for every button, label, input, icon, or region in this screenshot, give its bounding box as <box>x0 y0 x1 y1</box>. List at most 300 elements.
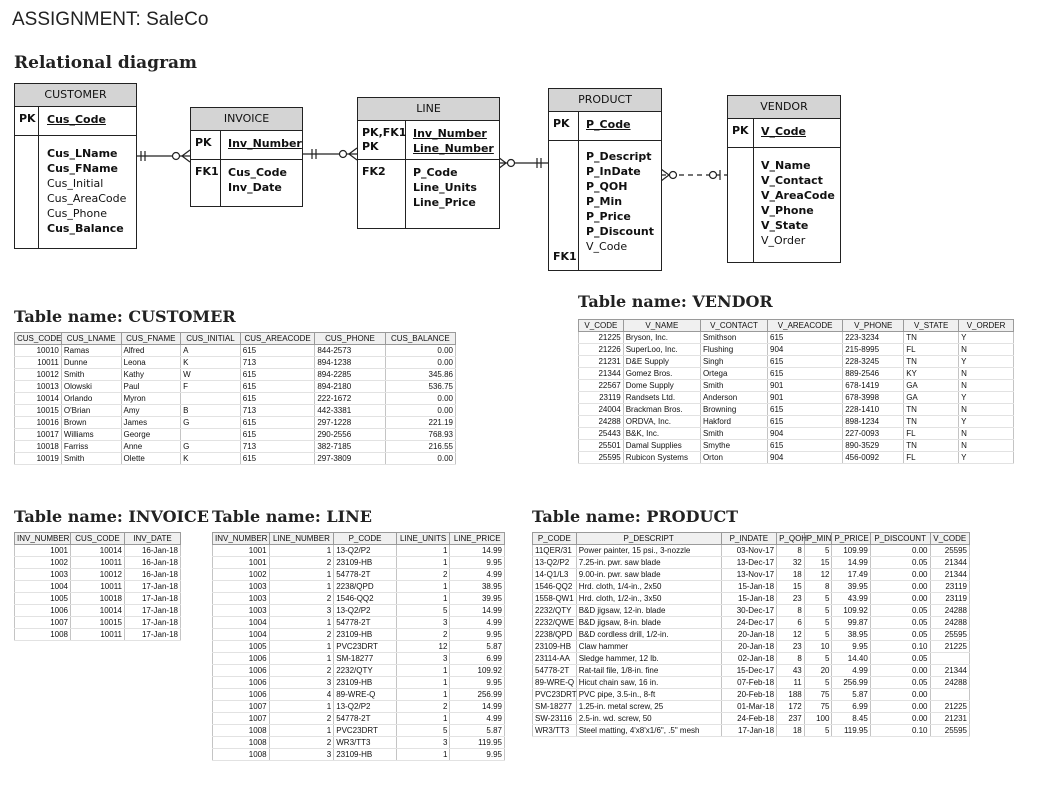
entity-product-attr: V_Code <box>586 240 628 253</box>
line-table-cell: 1 <box>269 581 334 593</box>
table-row <box>533 581 970 593</box>
vendor-table-cell: 21225 <box>579 332 624 344</box>
line-table-cell: 2 <box>396 701 450 713</box>
line-table-cell: 1003 <box>213 605 270 617</box>
vendor-table-cell: 678-1419 <box>843 380 904 392</box>
product-table-cell: 5 <box>804 593 832 605</box>
entity-vendor-pk: V_Code <box>761 125 806 138</box>
invoice-column-header: INV_NUMBER <box>15 533 71 545</box>
table-row <box>533 629 970 641</box>
customer-table-cell: K <box>181 453 241 465</box>
vendor-table-cell: 678-3998 <box>843 392 904 404</box>
product-table-cell: 11 <box>777 677 805 689</box>
table-row <box>15 405 456 417</box>
entity-customer-attr: Cus_Initial <box>47 177 104 190</box>
vendor-table-cell: 904 <box>768 452 843 464</box>
table-row <box>579 416 1014 428</box>
table-row <box>213 605 505 617</box>
customer-table-cell: Williams <box>61 429 121 441</box>
line-table-cell: 1 <box>269 569 334 581</box>
customer-table <box>14 332 456 465</box>
customer-table-cell: 615 <box>240 381 315 393</box>
table-row <box>213 665 505 677</box>
line-table-cell: 1 <box>396 545 450 557</box>
product-table-cell: 5 <box>804 725 832 737</box>
table-row <box>15 369 456 381</box>
customer-table-cell: 615 <box>240 345 315 357</box>
vendor-table-cell: Bryson, Inc. <box>623 332 700 344</box>
entity-vendor-attr: V_Name <box>761 159 811 172</box>
product-table-cell: 01-Mar-18 <box>721 701 776 713</box>
table-row <box>15 345 456 357</box>
customer-table-cell: Anne <box>121 441 181 453</box>
line-table-cell: 1008 <box>213 749 270 761</box>
vendor-table-cell: 21226 <box>579 344 624 356</box>
vendor-table-cell: TN <box>904 356 959 368</box>
product-table-cell: 0.00 <box>870 713 930 725</box>
product-table-cell: PVC23DRT <box>533 689 577 701</box>
line-table-cell: SM-18277 <box>334 653 397 665</box>
entity-invoice-name: INVOICE <box>191 108 302 131</box>
vendor-table-cell: D&E Supply <box>623 356 700 368</box>
line-column-header: LINE_PRICE <box>450 533 505 545</box>
product-table-cell: 2232/QWE <box>533 617 577 629</box>
product-table-cell: Hrd. cloth, 1/2-in., 3x50 <box>576 593 721 605</box>
entity-invoice-attr: Inv_Date <box>228 181 282 194</box>
line-table-cell: 1 <box>396 689 450 701</box>
customer-table-cell: Orlando <box>61 393 121 405</box>
product-table-cell: 2232/QTY <box>533 605 577 617</box>
vendor-table-cell: 901 <box>768 392 843 404</box>
product-table-title: Table name: PRODUCT <box>532 507 739 526</box>
invoice-table-cell: 10012 <box>71 569 125 581</box>
line-table-header-row <box>213 533 505 545</box>
entity-product-name: PRODUCT <box>549 89 661 112</box>
line-table-cell: 2 <box>269 557 334 569</box>
line-table-cell: 3 <box>269 677 334 689</box>
customer-table-cell: Olette <box>121 453 181 465</box>
invoice-table-cell: 1006 <box>15 605 71 617</box>
product-table-cell: 8 <box>804 581 832 593</box>
table-row <box>579 392 1014 404</box>
table-row <box>579 368 1014 380</box>
entity-invoice <box>190 107 303 207</box>
line-column-header: LINE_NUMBER <box>269 533 334 545</box>
line-column-header: INV_NUMBER <box>213 533 270 545</box>
product-table-cell: 2238/QPD <box>533 629 577 641</box>
product-table-cell: 21225 <box>930 641 969 653</box>
product-column-header: P_QOH <box>777 533 805 545</box>
vendor-table-cell: GA <box>904 392 959 404</box>
customer-table-header-row <box>15 333 456 345</box>
product-table-cell: 21344 <box>930 665 969 677</box>
customer-table-cell: 222-1672 <box>315 393 385 405</box>
customer-table-cell: B <box>181 405 241 417</box>
table-row <box>579 452 1014 464</box>
entity-customer-attr: Cus_Balance <box>47 222 124 235</box>
table-row <box>579 356 1014 368</box>
product-column-header: P_DESCRIPT <box>576 533 721 545</box>
customer-table-cell: 713 <box>240 357 315 369</box>
line-table-cell: 13-Q2/P2 <box>334 701 397 713</box>
invoice-table-cell: 1001 <box>15 545 71 557</box>
entity-line <box>357 97 500 229</box>
vendor-table-cell: GA <box>904 380 959 392</box>
invoice-table-cell: 17-Jan-18 <box>125 605 181 617</box>
customer-table-cell: Olowski <box>61 381 121 393</box>
entity-customer-attr: Cus_Phone <box>47 207 107 220</box>
table-row <box>15 629 181 641</box>
entity-vendor <box>727 95 841 263</box>
product-table-cell: 7.25-in. pwr. saw blade <box>576 557 721 569</box>
product-table <box>532 532 970 737</box>
customer-table-cell: 10019 <box>15 453 62 465</box>
product-table-cell: 6 <box>777 617 805 629</box>
customer-table-cell: A <box>181 345 241 357</box>
product-table-cell: 75 <box>804 701 832 713</box>
vendor-table-cell: Smythe <box>700 440 767 452</box>
product-table-cell: 99.87 <box>832 617 870 629</box>
customer-table-cell: 768.93 <box>385 429 455 441</box>
customer-table-cell: 615 <box>240 429 315 441</box>
customer-table-cell: K <box>181 357 241 369</box>
vendor-column-header: V_NAME <box>623 320 700 332</box>
customer-table-cell: G <box>181 417 241 429</box>
table-row <box>213 557 505 569</box>
product-table-cell: 20 <box>804 665 832 677</box>
customer-table-cell: 615 <box>240 369 315 381</box>
line-table-cell: 5.87 <box>450 641 505 653</box>
table-row <box>533 701 970 713</box>
vendor-table-cell: Smithson <box>700 332 767 344</box>
table-row <box>533 641 970 653</box>
customer-table-cell: Leona <box>121 357 181 369</box>
product-table-cell: 6.99 <box>832 701 870 713</box>
line-table-cell: 4.99 <box>450 569 505 581</box>
line-table-cell: 1004 <box>213 617 270 629</box>
vendor-table-cell: Y <box>959 416 1014 428</box>
product-table-cell: 0.00 <box>870 665 930 677</box>
customer-table-cell: 297-3809 <box>315 453 385 465</box>
line-table-cell: 1005 <box>213 641 270 653</box>
customer-table-cell: 216.55 <box>385 441 455 453</box>
customer-column-header: CUS_PHONE <box>315 333 385 345</box>
entity-line-attr: Line_Units <box>413 181 477 194</box>
customer-table-cell: 10012 <box>15 369 62 381</box>
line-column-header: LINE_UNITS <box>396 533 450 545</box>
product-table-cell: 0.10 <box>870 641 930 653</box>
invoice-table-cell: 10014 <box>71 545 125 557</box>
product-table-cell: 07-Feb-18 <box>721 677 776 689</box>
product-column-header: P_MIN <box>804 533 832 545</box>
line-table-cell: 1 <box>396 557 450 569</box>
customer-column-header: CUS_AREACODE <box>240 333 315 345</box>
table-row <box>15 581 181 593</box>
vendor-table-cell: 890-3529 <box>843 440 904 452</box>
product-table-cell: Steel matting, 4'x8'x1/6", .5" mesh <box>576 725 721 737</box>
customer-table-cell: 713 <box>240 441 315 453</box>
entity-vendor-attr: V_Order <box>761 234 806 247</box>
line-table-cell: 39.95 <box>450 593 505 605</box>
line-table-cell: 14.99 <box>450 605 505 617</box>
line-table-cell: 1 <box>396 581 450 593</box>
vendor-table-cell: TN <box>904 332 959 344</box>
product-table-cell: 5.87 <box>832 689 870 701</box>
product-table-cell: 25595 <box>930 545 969 557</box>
vendor-table-cell: 223-3234 <box>843 332 904 344</box>
product-table-cell: SW-23116 <box>533 713 577 725</box>
product-table-cell: 5 <box>804 629 832 641</box>
line-table-cell: 1001 <box>213 545 270 557</box>
vendor-table <box>578 319 1014 464</box>
customer-table-cell: Smith <box>61 369 121 381</box>
table-row <box>15 393 456 405</box>
customer-table-cell: 536.75 <box>385 381 455 393</box>
customer-column-header: CUS_LNAME <box>61 333 121 345</box>
line-table-cell: 1006 <box>213 665 270 677</box>
invoice-table-cell: 17-Jan-18 <box>125 581 181 593</box>
customer-table-cell: James <box>121 417 181 429</box>
entity-line-attr: Line_Price <box>413 196 476 209</box>
vendor-table-cell: TN <box>904 404 959 416</box>
product-table-cell: 15-Jan-18 <box>721 593 776 605</box>
customer-table-cell: George <box>121 429 181 441</box>
vendor-table-cell: Gomez Bros. <box>623 368 700 380</box>
line-table-cell: 9.95 <box>450 629 505 641</box>
table-row <box>15 429 456 441</box>
table-row <box>213 713 505 725</box>
product-table-cell: PVC pipe, 3.5-in., 8-ft <box>576 689 721 701</box>
product-table-cell: 20-Feb-18 <box>721 689 776 701</box>
product-table-cell: Claw hammer <box>576 641 721 653</box>
entity-product-fk-label: FK1 <box>553 250 577 263</box>
product-table-cell: 21231 <box>930 713 969 725</box>
vendor-table-cell: Orton <box>700 452 767 464</box>
product-table-cell: 0.00 <box>870 593 930 605</box>
entity-product-attributes <box>586 141 661 259</box>
product-table-cell: 11QER/31 <box>533 545 577 557</box>
table-row <box>579 344 1014 356</box>
customer-table-cell: Dunne <box>61 357 121 369</box>
product-table-cell: 0.05 <box>870 629 930 641</box>
product-table-cell: 03-Nov-17 <box>721 545 776 557</box>
vendor-table-cell: ORDVA, Inc. <box>623 416 700 428</box>
vendor-table-cell: Rubicon Systems <box>623 452 700 464</box>
table-row <box>533 593 970 605</box>
vendor-table-cell: FL <box>904 344 959 356</box>
product-table-cell: 15-Jan-18 <box>721 581 776 593</box>
customer-table-cell: 10015 <box>15 405 62 417</box>
customer-table-cell <box>181 393 241 405</box>
invoice-table-cell: 1005 <box>15 593 71 605</box>
invoice-column-header: CUS_CODE <box>71 533 125 545</box>
product-table-cell: 0.10 <box>870 725 930 737</box>
page-title: ASSIGNMENT: SaleCo <box>12 9 209 30</box>
vendor-column-header: V_PHONE <box>843 320 904 332</box>
vendor-table-cell: Smith <box>700 428 767 440</box>
line-table-cell: 14.99 <box>450 701 505 713</box>
product-table-cell: 54778-2T <box>533 665 577 677</box>
entity-customer-attr: Cus_AreaCode <box>47 192 127 205</box>
product-table-cell: 23114-AA <box>533 653 577 665</box>
invoice-table-cell: 10011 <box>71 557 125 569</box>
line-table-cell: 4.99 <box>450 617 505 629</box>
line-table-cell: 2 <box>269 713 334 725</box>
customer-column-header: CUS_FNAME <box>121 333 181 345</box>
line-table-cell: 38.95 <box>450 581 505 593</box>
table-row <box>533 653 970 665</box>
customer-table-cell: Paul <box>121 381 181 393</box>
vendor-column-header: V_STATE <box>904 320 959 332</box>
vendor-table-cell: 21344 <box>579 368 624 380</box>
line-table-cell: 2238/QPD <box>334 581 397 593</box>
entity-invoice-pk-label: PK <box>191 131 221 159</box>
customer-table-cell: 615 <box>240 453 315 465</box>
table-row <box>213 749 505 761</box>
product-table-cell: Power painter, 15 psi., 3-nozzle <box>576 545 721 557</box>
table-row <box>15 605 181 617</box>
product-table-cell: 21225 <box>930 701 969 713</box>
vendor-table-cell: Damal Supplies <box>623 440 700 452</box>
product-table-cell: 109.92 <box>832 605 870 617</box>
product-column-header: P_PRICE <box>832 533 870 545</box>
invoice-table <box>14 532 181 641</box>
product-table-cell: 0.00 <box>870 689 930 701</box>
vendor-table-header-row <box>579 320 1014 332</box>
product-table-cell: 172 <box>777 701 805 713</box>
table-row <box>15 381 456 393</box>
vendor-table-cell: KY <box>904 368 959 380</box>
product-table-cell: 18 <box>777 569 805 581</box>
line-table-cell: 5.87 <box>450 725 505 737</box>
table-row <box>213 629 505 641</box>
invoice-table-cell: 1008 <box>15 629 71 641</box>
product-column-header: P_CODE <box>533 533 577 545</box>
table-row <box>15 453 456 465</box>
invoice-table-cell: 16-Jan-18 <box>125 569 181 581</box>
entity-line-pk-1: Inv_Number <box>413 127 487 140</box>
entity-product-attr: P_QOH <box>586 180 628 193</box>
vendor-table-cell: 901 <box>768 380 843 392</box>
line-table-cell: 1546-QQ2 <box>334 593 397 605</box>
line-table-cell: 1004 <box>213 629 270 641</box>
vendor-column-header: V_CONTACT <box>700 320 767 332</box>
line-table-cell: 89-WRE-Q <box>334 689 397 701</box>
line-table-cell: 13-Q2/P2 <box>334 545 397 557</box>
customer-table-cell: 894-1238 <box>315 357 385 369</box>
customer-column-header: CUS_BALANCE <box>385 333 455 345</box>
product-column-header: P_DISCOUNT <box>870 533 930 545</box>
table-row <box>15 357 456 369</box>
vendor-table-cell: Randsets Ltd. <box>623 392 700 404</box>
table-row <box>533 725 970 737</box>
customer-table-cell: 221.19 <box>385 417 455 429</box>
product-table-cell: 23119 <box>930 593 969 605</box>
line-table-cell: 2 <box>396 569 450 581</box>
customer-column-header: CUS_INITIAL <box>181 333 241 345</box>
vendor-table-cell: Singh <box>700 356 767 368</box>
customer-table-cell: 615 <box>240 417 315 429</box>
entity-invoice-attributes <box>228 160 302 200</box>
product-table-cell: 20-Jan-18 <box>721 629 776 641</box>
table-row <box>15 557 181 569</box>
vendor-table-cell: N <box>959 368 1014 380</box>
line-table-cell: 1003 <box>213 581 270 593</box>
product-table-cell: 2.5-in. wd. screw, 50 <box>576 713 721 725</box>
invoice-table-cell: 16-Jan-18 <box>125 557 181 569</box>
customer-table-cell: 894-2285 <box>315 369 385 381</box>
product-table-cell: Sledge hammer, 12 lb. <box>576 653 721 665</box>
product-table-cell: 89-WRE-Q <box>533 677 577 689</box>
table-row <box>213 545 505 557</box>
product-table-cell: 17.49 <box>832 569 870 581</box>
line-table-title: Table name: LINE <box>212 507 372 526</box>
vendor-table-cell: TN <box>904 440 959 452</box>
line-table-cell: 1 <box>396 749 450 761</box>
product-table-cell: 12 <box>777 629 805 641</box>
table-row <box>579 428 1014 440</box>
invoice-table-header-row <box>15 533 181 545</box>
customer-table-cell: Brown <box>61 417 121 429</box>
customer-table-cell: 0.00 <box>385 357 455 369</box>
product-table-cell: 10 <box>804 641 832 653</box>
product-table-cell: 43.99 <box>832 593 870 605</box>
invoice-table-cell: 16-Jan-18 <box>125 545 181 557</box>
table-row <box>213 581 505 593</box>
table-row <box>213 593 505 605</box>
vendor-table-cell: 615 <box>768 368 843 380</box>
product-table-cell: 14.99 <box>832 557 870 569</box>
entity-invoice-pk: Inv_Number <box>228 137 302 150</box>
customer-table-cell: Farriss <box>61 441 121 453</box>
line-table-cell: 1 <box>396 713 450 725</box>
product-table-cell: 24288 <box>930 617 969 629</box>
product-table-cell: 23 <box>777 641 805 653</box>
customer-table-cell: Myron <box>121 393 181 405</box>
product-table-cell: 0.05 <box>870 653 930 665</box>
table-row <box>533 689 970 701</box>
vendor-table-cell: N <box>959 404 1014 416</box>
product-table-cell: 0.00 <box>870 581 930 593</box>
vendor-table-cell: Ortega <box>700 368 767 380</box>
line-table-cell: 1 <box>396 677 450 689</box>
product-table-cell: 24288 <box>930 677 969 689</box>
table-row <box>579 380 1014 392</box>
customer-table-cell: Amy <box>121 405 181 417</box>
product-table-cell: 9.00-in. pwr. saw blade <box>576 569 721 581</box>
line-table-cell: 2 <box>396 629 450 641</box>
vendor-table-cell: 25501 <box>579 440 624 452</box>
line-table-cell: 3 <box>396 617 450 629</box>
product-table-cell: 8.45 <box>832 713 870 725</box>
line-table-cell: 2 <box>269 593 334 605</box>
product-table-cell: 14-Q1/L3 <box>533 569 577 581</box>
customer-table-cell: 10016 <box>15 417 62 429</box>
entity-vendor-attributes <box>761 148 840 253</box>
line-table-cell: 1 <box>269 641 334 653</box>
table-row <box>213 725 505 737</box>
customer-table-cell: G <box>181 441 241 453</box>
customer-table-cell: Alfred <box>121 345 181 357</box>
product-table-cell: 8 <box>777 545 805 557</box>
line-table-cell: 54778-2T <box>334 569 397 581</box>
line-table-cell: 4.99 <box>450 713 505 725</box>
line-table <box>212 532 505 761</box>
line-table-cell: 1006 <box>213 689 270 701</box>
customer-table-cell: 10011 <box>15 357 62 369</box>
vendor-table-cell: 615 <box>768 404 843 416</box>
customer-table-cell: W <box>181 369 241 381</box>
